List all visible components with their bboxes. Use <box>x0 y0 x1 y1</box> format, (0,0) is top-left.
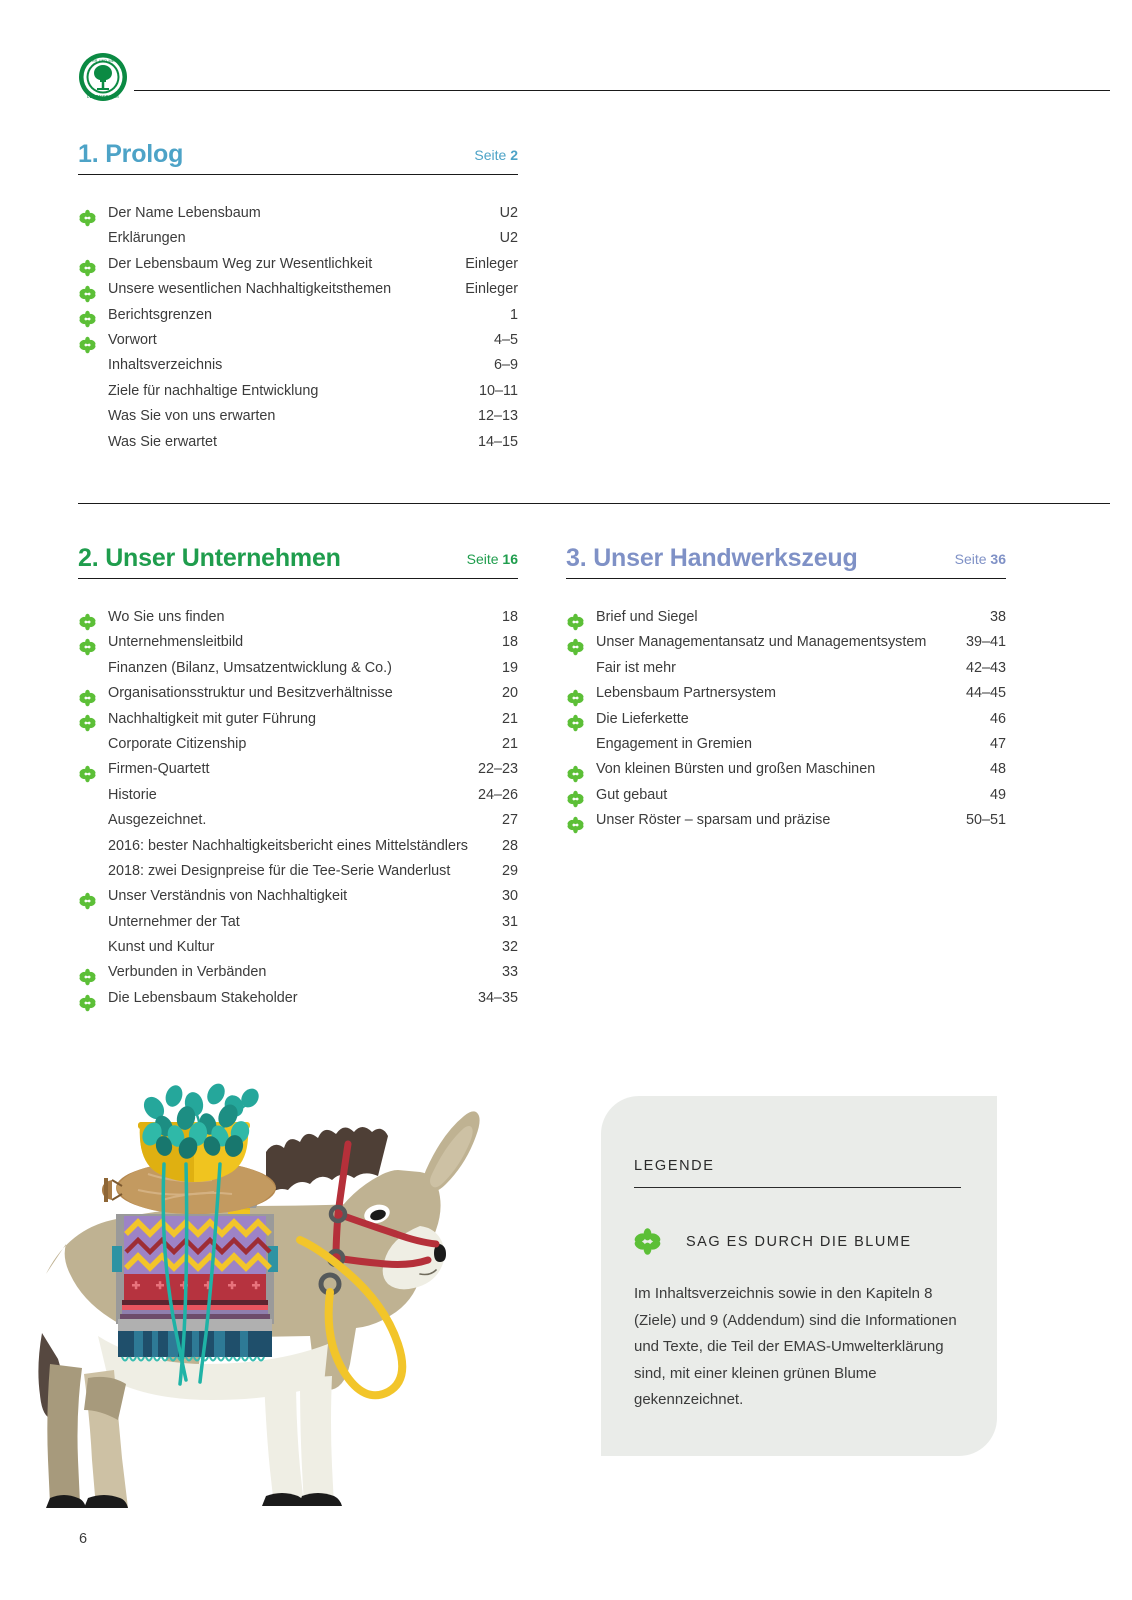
flower-icon <box>78 332 108 357</box>
toc-entry-page: 27 <box>501 812 518 829</box>
toc-entry-page: 12–13 <box>477 408 518 425</box>
toc-entry-label: Von kleinen Bürsten und großen Maschinen <box>596 761 876 778</box>
section-3-heading <box>566 537 1006 579</box>
flower-icon <box>78 990 108 1015</box>
toc-row[interactable] <box>78 812 518 837</box>
flower-icon <box>566 812 596 837</box>
section-1-page-label: Seite <box>474 147 507 163</box>
svg-text:MEHR UND MEHR: MEHR UND MEHR <box>85 59 121 63</box>
toc-entry-label: Historie <box>108 786 157 803</box>
toc-marker-empty <box>78 863 108 888</box>
toc-row[interactable] <box>78 256 518 281</box>
toc-entry-page: 44–45 <box>965 685 1006 702</box>
toc-row[interactable] <box>78 939 518 964</box>
flower-icon <box>634 1228 661 1255</box>
toc-entry-page: U2 <box>499 230 518 247</box>
toc-marker-empty <box>78 383 108 408</box>
section-handwerkszeug <box>566 537 1006 838</box>
toc-entry-page: 50–51 <box>965 812 1006 829</box>
toc-row[interactable] <box>566 634 1006 659</box>
section-1-pageref <box>474 147 518 163</box>
toc-marker-empty <box>78 230 108 255</box>
toc-marker-empty <box>78 812 108 837</box>
page-header <box>78 52 1110 108</box>
toc-entry-page: 29 <box>501 862 518 879</box>
toc-entry-page: 46 <box>989 710 1006 727</box>
toc-marker-empty <box>566 736 596 761</box>
section-divider <box>78 503 1110 504</box>
toc-list-section-2 <box>78 609 518 1015</box>
section-3-page-label: Seite <box>954 551 987 567</box>
toc-entry-page: 21 <box>501 735 518 752</box>
toc-entry-label: Was Sie von uns erwarten <box>108 408 276 425</box>
section-2-heading <box>78 537 518 579</box>
section-1-title: 1. Prolog <box>78 140 184 168</box>
toc-row[interactable] <box>566 812 1006 837</box>
flower-icon <box>566 761 596 786</box>
toc-row[interactable] <box>78 736 518 761</box>
toc-entry-page: 47 <box>989 735 1006 752</box>
toc-entry-label: Unser Managementansatz und Managementsystem <box>596 634 927 651</box>
toc-entry-label: Gut gebaut <box>596 786 668 803</box>
toc-entry-label: Kunst und Kultur <box>108 939 215 956</box>
section-2-pageref <box>467 551 518 567</box>
toc-entry-label: Fair ist mehr <box>596 659 676 676</box>
toc-row[interactable] <box>566 787 1006 812</box>
section-prolog <box>78 133 518 459</box>
toc-row[interactable] <box>78 685 518 710</box>
section-3-title: 3. Unser Handwerkszeug <box>566 544 858 572</box>
toc-entry-label: Unser Verständnis von Nachhaltigkeit <box>108 888 348 905</box>
toc-entry-page: 30 <box>501 888 518 905</box>
toc-entry-page: 6–9 <box>493 357 518 374</box>
toc-entry-label: Lebensbaum Partnersystem <box>596 685 776 702</box>
toc-entry-label: Unternehmensleitbild <box>108 634 244 651</box>
toc-entry-page: 33 <box>501 964 518 981</box>
flower-icon <box>78 634 108 659</box>
toc-row[interactable] <box>78 205 518 230</box>
toc-entry-label: Der Lebensbaum Weg zur Wesentlichkeit <box>108 255 373 272</box>
toc-entry-label: Ausgezeichnet. <box>108 812 207 829</box>
flower-icon <box>78 281 108 306</box>
legend-title: LEGENDE <box>634 1158 961 1188</box>
toc-entry-page: 21 <box>501 710 518 727</box>
toc-marker-empty <box>78 736 108 761</box>
toc-row[interactable] <box>78 914 518 939</box>
toc-entry-page: Einleger <box>465 255 518 272</box>
flower-icon <box>78 685 108 710</box>
donkey-illustration <box>28 1078 518 1508</box>
flower-icon <box>78 964 108 989</box>
toc-entry-label: 2018: zwei Designpreise für die Tee-Serie Wanderlust <box>108 862 451 879</box>
toc-entry-page: 38 <box>989 609 1006 625</box>
toc-row[interactable] <box>566 736 1006 761</box>
flower-icon <box>78 888 108 913</box>
toc-entry-label: Berichtsgrenzen <box>108 306 212 323</box>
section-3-pageref <box>955 551 1006 567</box>
toc-entry-label: Die Lebensbaum Stakeholder <box>108 989 298 1006</box>
toc-row[interactable] <box>78 281 518 306</box>
toc-entry-page: 39–41 <box>965 634 1006 651</box>
toc-row[interactable] <box>78 307 518 332</box>
toc-list-section-1 <box>78 205 518 459</box>
toc-row[interactable] <box>78 609 518 634</box>
flower-icon <box>78 761 108 786</box>
toc-marker-empty <box>78 914 108 939</box>
toc-marker-empty <box>78 939 108 964</box>
toc-marker-empty <box>78 357 108 382</box>
toc-entry-label: Firmen-Quartett <box>108 761 210 778</box>
flower-icon <box>78 256 108 281</box>
toc-entry-label: Nachhaltigkeit mit guter Führung <box>108 710 316 727</box>
toc-row[interactable] <box>566 609 1006 634</box>
toc-entry-page: 4–5 <box>493 331 518 348</box>
toc-marker-empty <box>78 787 108 812</box>
flower-icon <box>78 307 108 332</box>
toc-entry-page: 32 <box>501 939 518 956</box>
toc-entry-label: Inhaltsverzeichnis <box>108 357 223 374</box>
toc-entry-page: 34–35 <box>477 989 518 1006</box>
toc-entry-page: 10–11 <box>479 382 518 399</box>
flower-icon <box>78 205 108 230</box>
toc-entry-page: 1 <box>509 306 518 323</box>
toc-entry-label: 2016: bester Nachhaltigkeitsbericht eines Mittelständlers <box>108 837 468 854</box>
svg-text:LEBENSBAUM: LEBENSBAUM <box>86 94 120 99</box>
page-folio: 6 <box>79 1531 88 1547</box>
toc-row[interactable] <box>78 990 518 1015</box>
toc-row[interactable] <box>78 787 518 812</box>
toc-entry-page: U2 <box>499 205 518 221</box>
toc-row[interactable] <box>78 634 518 659</box>
toc-entry-page: 42–43 <box>965 659 1006 676</box>
lebensbaum-logo <box>78 52 128 102</box>
section-2-page-label: Seite <box>466 551 499 567</box>
toc-marker-empty <box>78 838 108 863</box>
toc-entry-page: 19 <box>501 659 518 676</box>
toc-row[interactable] <box>78 434 518 459</box>
toc-entry-label: Wo Sie uns finden <box>108 609 225 625</box>
section-3-page-value: 36 <box>990 551 1006 567</box>
toc-entry-label: Vorwort <box>108 331 157 348</box>
flower-icon <box>566 787 596 812</box>
toc-entry-label: Die Lieferkette <box>596 710 689 727</box>
toc-entry-page: 22–23 <box>477 761 518 778</box>
toc-entry-page: 20 <box>501 685 518 702</box>
section-unternehmen <box>78 537 518 1015</box>
toc-row[interactable] <box>78 711 518 736</box>
section-1-heading <box>78 133 518 175</box>
toc-entry-label: Finanzen (Bilanz, Umsatzentwicklung & Co.) <box>108 659 392 676</box>
toc-row[interactable] <box>78 357 518 382</box>
toc-entry-label: Organisationsstruktur und Besitzverhältnisse <box>108 685 393 702</box>
toc-row[interactable] <box>78 230 518 255</box>
toc-row[interactable] <box>78 964 518 989</box>
flower-icon <box>566 634 596 659</box>
header-rule <box>134 90 1110 91</box>
toc-entry-label: Unsere wesentlichen Nachhaltigkeitsthemen <box>108 281 392 298</box>
toc-row[interactable] <box>78 838 518 863</box>
toc-entry-page: 24–26 <box>477 786 518 803</box>
toc-entry-page: 49 <box>989 786 1006 803</box>
legend-card <box>601 1096 997 1456</box>
toc-entry-label: Erklärungen <box>108 230 186 247</box>
toc-entry-page: 14–15 <box>477 433 518 450</box>
toc-row[interactable] <box>78 888 518 913</box>
toc-row[interactable] <box>566 711 1006 736</box>
section-1-page-value: 2 <box>510 147 518 163</box>
toc-marker-empty <box>78 408 108 433</box>
toc-row[interactable] <box>78 660 518 685</box>
toc-entry-label: Ziele für nachhaltige Entwicklung <box>108 382 319 399</box>
toc-row[interactable] <box>566 660 1006 685</box>
flower-icon <box>78 609 108 634</box>
flower-icon <box>566 609 596 634</box>
toc-row[interactable] <box>78 408 518 433</box>
toc-entry-page: Einleger <box>465 281 518 298</box>
toc-entry-label: Unternehmer der Tat <box>108 913 240 930</box>
toc-entry-page: 31 <box>501 913 518 930</box>
toc-row[interactable] <box>78 761 518 786</box>
toc-marker-empty <box>566 660 596 685</box>
toc-entry-page: 28 <box>501 837 518 854</box>
toc-marker-empty <box>78 434 108 459</box>
toc-entry-page: 18 <box>501 609 518 625</box>
toc-row[interactable] <box>566 685 1006 710</box>
toc-entry-label: Der Name Lebensbaum <box>108 205 261 221</box>
toc-entry-label: Brief und Siegel <box>596 609 698 625</box>
toc-entry-page: 18 <box>501 634 518 651</box>
toc-entry-label: Corporate Citizenship <box>108 735 247 752</box>
flower-icon <box>566 685 596 710</box>
section-2-page-value: 16 <box>502 551 518 567</box>
section-2-title: 2. Unser Unternehmen <box>78 544 341 572</box>
toc-row[interactable] <box>566 761 1006 786</box>
flower-icon <box>566 711 596 736</box>
toc-list-section-3 <box>566 609 1006 838</box>
toc-entry-label: Verbunden in Verbänden <box>108 964 267 981</box>
toc-marker-empty <box>78 660 108 685</box>
toc-row[interactable] <box>78 863 518 888</box>
legend-subtitle: SAG ES DURCH DIE BLUME <box>686 1233 912 1250</box>
legend-flower-row <box>634 1228 961 1255</box>
toc-entry-page: 48 <box>989 761 1006 778</box>
toc-row[interactable] <box>78 332 518 357</box>
toc-row[interactable] <box>78 383 518 408</box>
toc-entry-label: Was Sie erwartet <box>108 433 218 450</box>
toc-entry-label: Engagement in Gremien <box>596 735 752 752</box>
flower-icon <box>78 711 108 736</box>
toc-entry-label: Unser Röster – sparsam und präzise <box>596 812 831 829</box>
legend-body-text: Im Inhaltsverzeichnis sowie in den Kapiteln 8 (Ziele) und 9 (Addendum) sind die Informationen und Texte, die Teil der EMAS-Umwelterklärung sind, mit einer kleinen grünen Blume gekennzeichnet. <box>634 1285 957 1408</box>
